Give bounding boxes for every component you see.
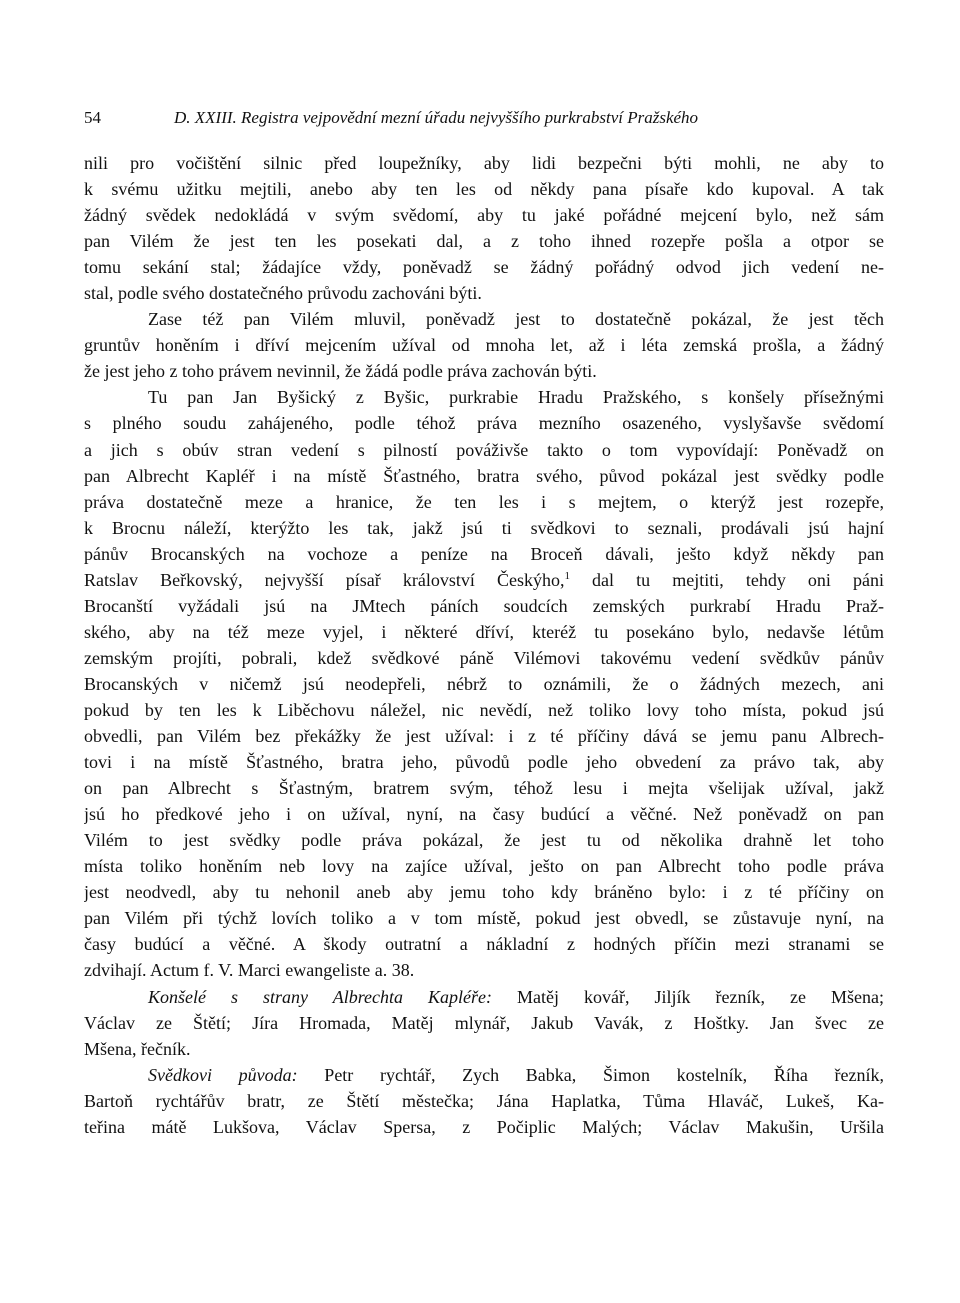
text-line: žádný svědek nedokládá v svým svědomí, aby tu jaké pořádné mejcení bylo, než sám <box>84 205 884 226</box>
running-title: D. XXIII. Registra vejpovědní mezní úřadu nejvyššího purkrabství Pražského <box>174 108 699 127</box>
text-line: a jich s obúv stran vedení s pilností pováživše takto o tom vypovídají: Poněvadž on <box>84 439 884 460</box>
text-line: že jest jeho z toho právem nevinnil, že žádá podle práva zachován býti. <box>84 361 597 382</box>
text-line: Václav ze Štětí; Jíra Hromada, Matěj mlynář, Jakub Vavák, z Hoštky. Jan švec ze <box>84 1012 884 1033</box>
text-line: zemským projíti, pobrali, kdež svědkové páně Vilémovi takovému vedení svědkův pánův <box>84 647 884 668</box>
text-line: ského, aby na též meze vyjel, i některé dříví, kteréž tu posekáno bylo, nedavše létům <box>84 621 884 642</box>
text-line: práva dostatečně meze a hranice, že ten les i s mejtem, o kterýž jest rozepře, <box>84 491 884 512</box>
text-line: Mšena, řečník. <box>84 1038 191 1059</box>
konsele-label: Konšelé s strany Albrechta Kapléře: <box>148 986 493 1007</box>
body-text <box>84 150 884 1140</box>
text-line: pokud by ten les k Liběchovu náležel, nic nevědí, než toliko lovy toho místa, pokud jsú <box>84 699 884 720</box>
text-line: místa toliko honěním neb lovy na zajíce užíval, ješto on pan Albrecht toho podle práva <box>84 856 884 877</box>
paragraph-start-line: Tu pan Jan Byšický z Byšic, purkrabie Hradu Pražského, s konšely přísežnými <box>148 387 884 408</box>
text-line: on pan Albrecht s Šťastným, bratrem svým, téhož lesu i mejta všelijak užíval, jakž <box>84 778 884 799</box>
text-line: s plného soudu zahájeného, podle téhož práva mezního osazeného, vyslyšavše svědomí <box>84 413 884 434</box>
text-line: gruntův honěním i dříví mejcením užíval od mnoha let, až i léta zemská prošla, a žádný <box>84 335 884 356</box>
text-line: stal, podle svého dostatečného průvodu zachováni býti. <box>84 283 482 304</box>
text-line: pan Vilém při týchž lovích toliko a v tom místě, pokud jest obvedl, se zůstavuje nyní, na <box>84 908 884 929</box>
text-line: zdvihají. Actum f. V. Marci ewangeliste a. 38. <box>84 960 415 981</box>
page-header <box>84 103 884 133</box>
text-line: Brocanských v ničemž jsú neodepřeli, nébrž to oznámili, že o žádných mezech, ani <box>84 673 884 694</box>
text-line: pánův Brocanských na vochoze a peníze na Broceň dávali, ješto když někdy pan <box>84 543 884 564</box>
text-line: k svému užitku mejtili, anebo aby ten les od někdy pana písaře kdo kupoval. A tak <box>84 179 884 200</box>
text-line: k Brocnu náleží, kterýžto les tak, jakž jsú ti svědkovi to seznali, prodávali jsú hajní <box>84 517 884 538</box>
text-line: nili pro vočištění silnic před loupežníky, aby lidi bezpečni býti mohli, ne aby to <box>84 153 884 173</box>
text-line: pan Vilém že jest ten les posekati dal, a z toho ihned rozepře pošla a otpor se <box>84 231 884 252</box>
text-line: Brocanští vyžádali jsú na JMtech páních soudcích zemských purkrabí Hradu Praž- <box>84 595 884 616</box>
text-segment: Petr rychtář, Zych Babka, Šimon kostelník, Říha řezník, <box>297 1064 884 1085</box>
konsele-line <box>84 984 884 1010</box>
text-segment: dal tu mejtiti, tehdy oni páni <box>569 569 884 590</box>
page-number: 54 <box>84 108 101 127</box>
text-line: pan Albrecht Kapléř i na místě Šťastného, bratra svého, původ pokázal jest svědky podle <box>84 465 884 486</box>
text-line: tovi i na místě Šťastného, bratra jeho, původů podle jeho obvedení za právo tak, aby <box>84 752 884 773</box>
text-line: časy budúcí a věčné. A škody outratní a nákladní z hodných příčin mezi stranami se <box>84 934 884 955</box>
text-line: jsú ho předkové jeho i on užíval, nyní, na časy budúcí a věčné. Než poněvadž on pan <box>84 804 884 825</box>
text-line: obvedli, pan Vilém bez překážky že jest užíval: i z té příčiny dává se jemu panu Albrech- <box>84 726 884 747</box>
text-segment: Ratslav Beřkovský, nejvyšší písař království Českýho, <box>84 569 565 590</box>
text-line: tomu sekání stal; žádajíce vždy, poněvadž se žádný pořádný odvod jich vedení ne- <box>84 257 884 278</box>
text-line: jest neodvedl, aby tu nehonil aneb aby jemu toho kdy bráněno bylo: i z té příčiny on <box>84 882 884 903</box>
svedkovi-line <box>84 1062 884 1088</box>
text-line: Bartoň rychtářův bratr, ze Štětí městečka; Jána Haplatka, Tůma Hlaváč, Lukeš, Ka- <box>84 1090 884 1111</box>
text-line: teřina mátě Lukšova, Václav Spersa, z Počiplic Malých; Václav Makušin, Uršila <box>84 1116 884 1137</box>
text-line: Vilém to jest svědky podle práva pokázal, že jest tu od několika drahně let toho <box>84 830 884 851</box>
footnote-marker: 1 <box>564 569 570 582</box>
paragraph-start-line: Zase též pan Vilém mluvil, poněvadž jest to dostatečně pokázal, že jest těch <box>148 309 884 330</box>
svedkovi-label: Svědkovi původa: <box>148 1064 298 1085</box>
text-segment: Matěj kovář, Jiljík řezník, ze Mšena; <box>492 986 884 1007</box>
text-line-with-footnote <box>84 567 884 593</box>
